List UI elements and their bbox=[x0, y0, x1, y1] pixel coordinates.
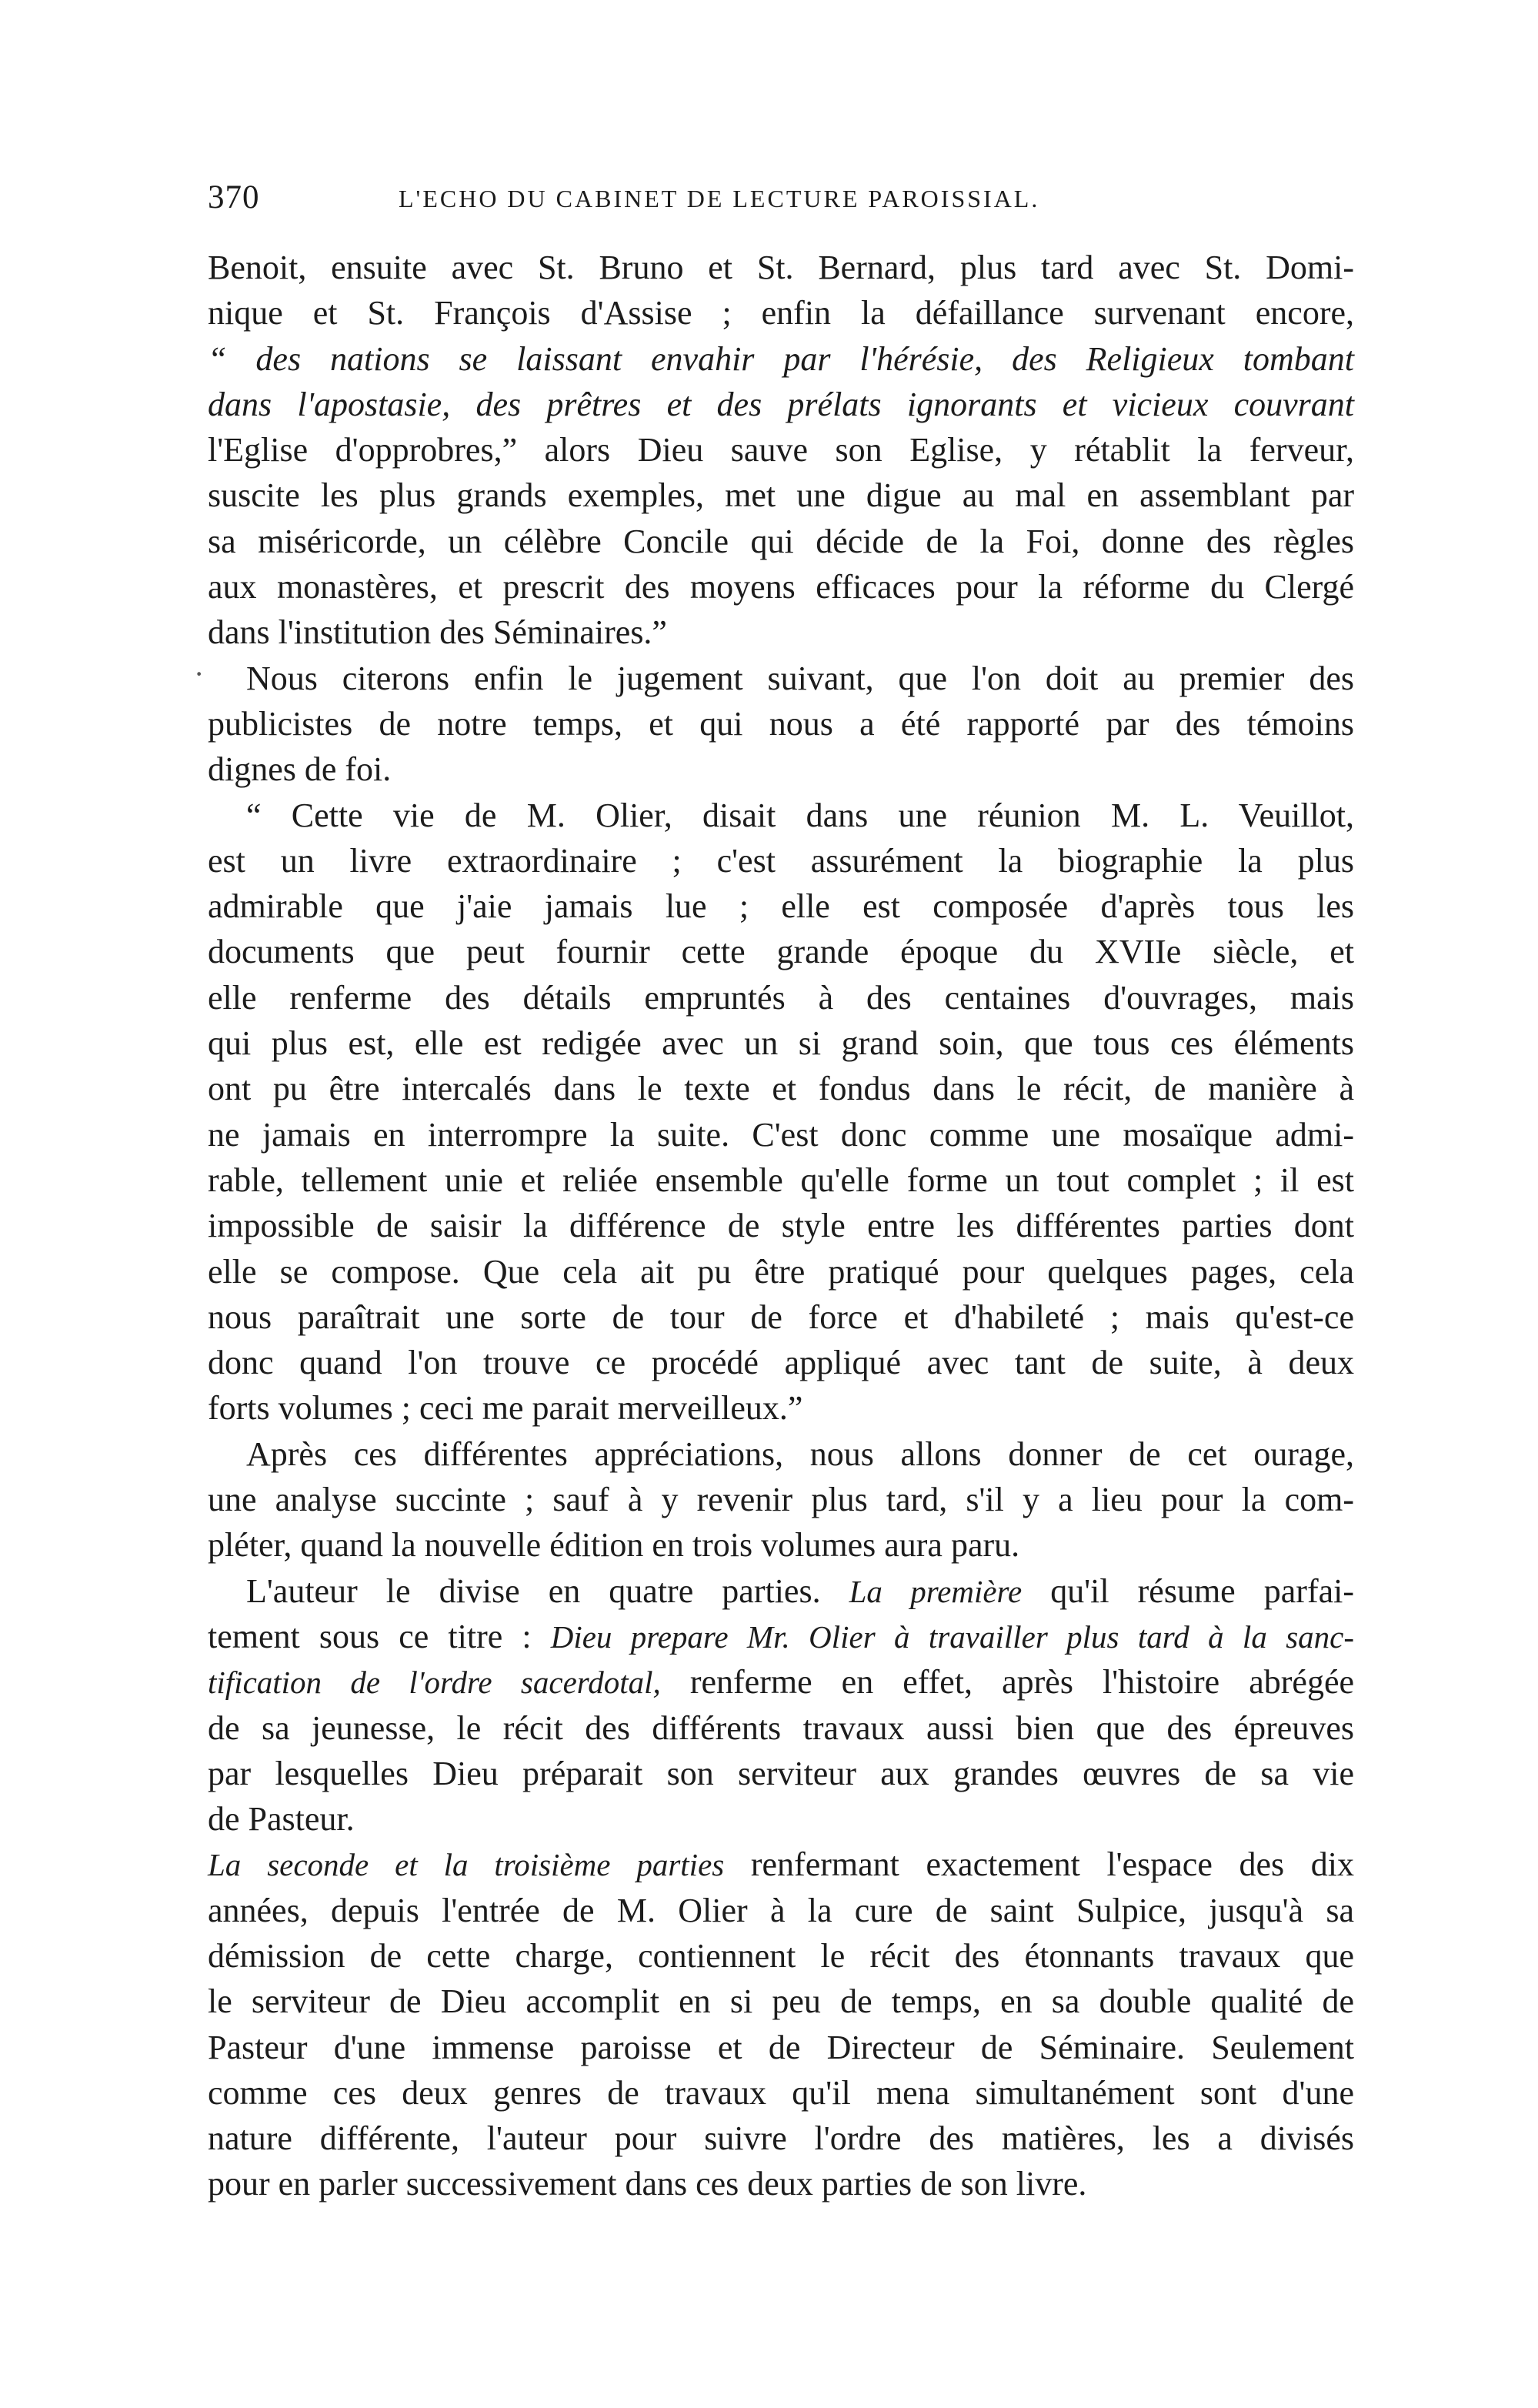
text-line: nature différente, l'auteur pour suivre l'ordre des matières, les a divisés bbox=[208, 2119, 1354, 2158]
text-line: l'Eglise d'opprobres,” alors Dieu sauve son Eglise, y rétablit la ferveur, bbox=[208, 431, 1354, 469]
text-span: tement sous ce titre : bbox=[208, 1617, 532, 1655]
text-line: suscite les plus grands exemples, met une digue au mal en assemblant par bbox=[208, 476, 1354, 515]
text-span: qu'il résume parfai- bbox=[1050, 1571, 1355, 1610]
text-line: sa miséricorde, un célèbre Concile qui décide de la Foi, donne des règles bbox=[208, 522, 1354, 560]
text-line: nique et St. François d'Assise ; enfin la défaillance survenant encore, bbox=[208, 294, 1354, 332]
text-line: publicistes de notre temps, et qui nous a été rapporté par des témoins bbox=[208, 704, 1354, 743]
text-line: Benoit, ensuite avec St. Bruno et St. Bernard, plus tard avec St. Domi- bbox=[208, 249, 1354, 286]
text-line: années, depuis l'entrée de M. Olier à la cure de saint Sulpice, jusqu'à sa bbox=[208, 1891, 1354, 1929]
text-line: comme ces deux genres de travaux qu'il mena simultanément sont d'une bbox=[208, 2073, 1354, 2112]
text-line: dans l'apostasie, des prêtres et des prélats ignorants et vicieux couvrant bbox=[208, 385, 1354, 423]
text-line: admirable que j'aie jamais lue ; elle est composée d'après tous les bbox=[208, 887, 1354, 926]
text-line: aux monastères, et prescrit des moyens efficaces pour la réforme du Clergé bbox=[208, 568, 1354, 606]
text-line: dignes de foi. bbox=[208, 750, 392, 789]
body-text bbox=[208, 245, 1354, 2207]
page-number: 370 bbox=[208, 179, 260, 215]
text-line: Nous citerons enfin le jugement suivant, que l'on doit au premier des bbox=[246, 659, 1354, 697]
text-line: une analyse succinte ; sauf à y revenir plus tard, s'il y a lieu pour la com- bbox=[208, 1481, 1354, 1519]
italic-phrase: La première bbox=[849, 1573, 1023, 1609]
text-line bbox=[208, 1842, 1354, 1887]
text-line: elle se compose. Que cela ait pu être pratiqué pour quelques pages, cela bbox=[208, 1252, 1354, 1291]
margin-mark: · bbox=[194, 656, 205, 691]
italic-title: tification de l'ordre sacerdotal, bbox=[208, 1665, 661, 1701]
text-line: qui plus est, elle est redigée avec un si grand soin, que tous ces éléments bbox=[208, 1024, 1354, 1063]
text-line: documents que peut fournir cette grande époque du XVIIe siècle, et bbox=[208, 933, 1354, 971]
text-line bbox=[208, 1659, 1354, 1705]
text-span: L'auteur le divise en quatre parties. bbox=[246, 1571, 821, 1610]
text-line: de Pasteur. bbox=[208, 1800, 355, 1839]
text-line: Après ces différentes appréciations, nous allons donner de cet ourage, bbox=[246, 1434, 1354, 1473]
text-line: de sa jeunesse, le récit des différents travaux aussi bien que des épreuves bbox=[208, 1708, 1354, 1747]
text-line bbox=[208, 1568, 1354, 1614]
italic-phrase: La seconde et la troisième parties bbox=[208, 1847, 725, 1883]
text-span: renfermant exactement l'espace des dix bbox=[750, 1845, 1355, 1884]
text-line: ne jamais en interrompre la suite. C'est donc comme une mosaïque admi- bbox=[208, 1115, 1354, 1154]
text-line: “ Cette vie de M. Olier, disait dans une réunion M. L. Veuillot, bbox=[246, 796, 1354, 834]
text-line: elle renferme des détails empruntés à des centaines d'ouvrages, mais bbox=[208, 978, 1354, 1017]
text-line: donc quand l'on trouve ce procédé appliqué avec tant de suite, à deux bbox=[208, 1344, 1354, 1382]
text-line: le serviteur de Dieu accomplit en si peu de temps, en sa double qualité de bbox=[208, 1982, 1354, 2021]
text-line bbox=[208, 1614, 1354, 1659]
text-line: est un livre extraordinaire ; c'est assurément la biographie la plus bbox=[208, 841, 1354, 880]
italic-title: Dieu prepare Mr. Olier à travailler plus tard à la sanc- bbox=[550, 1618, 1355, 1655]
italic-quote: des nations se laissant envahir par l'hérésie, des Religieux tombant bbox=[255, 339, 1354, 378]
text-line: dans l'institution des Séminaires.” bbox=[208, 613, 667, 652]
text-line: forts volumes ; ceci me parait merveilleux.” bbox=[208, 1389, 803, 1428]
text-span: renferme en effet, après l'histoire abrégée bbox=[689, 1663, 1355, 1702]
text-line: impossible de saisir la différence de style entre les différentes parties dont bbox=[208, 1207, 1354, 1245]
page-header bbox=[208, 179, 1354, 225]
text-line: par lesquelles Dieu préparait son serviteur aux grandes œuvres de sa vie bbox=[208, 1754, 1354, 1792]
text-line: pléter, quand la nouvelle édition en trois volumes aura paru. bbox=[208, 1526, 1020, 1565]
text-line: pour en parler successivement dans ces deux parties de son livre. bbox=[208, 2165, 1087, 2203]
text-line: ont pu être intercalés dans le texte et fondus dans le récit, de manière à bbox=[208, 1070, 1354, 1108]
text-line: Pasteur d'une immense paroisse et de Directeur de Séminaire. Seulement bbox=[208, 2028, 1354, 2066]
running-head: L'ECHO DU CABINET DE LECTURE PAROISSIAL. bbox=[399, 185, 1040, 212]
text-line: démission de cette charge, contiennent le récit des étonnants travaux que bbox=[208, 1936, 1354, 1975]
text-line: rable, tellement unie et reliée ensemble qu'elle forme un tout complet ; il est bbox=[208, 1161, 1354, 1199]
text-line: “ des nations se laissant envahir par l'hérésie, des Religieux tombant bbox=[208, 339, 1354, 378]
text-line: nous paraîtrait une sorte de tour de force et d'habileté ; mais qu'est-ce bbox=[208, 1298, 1354, 1336]
